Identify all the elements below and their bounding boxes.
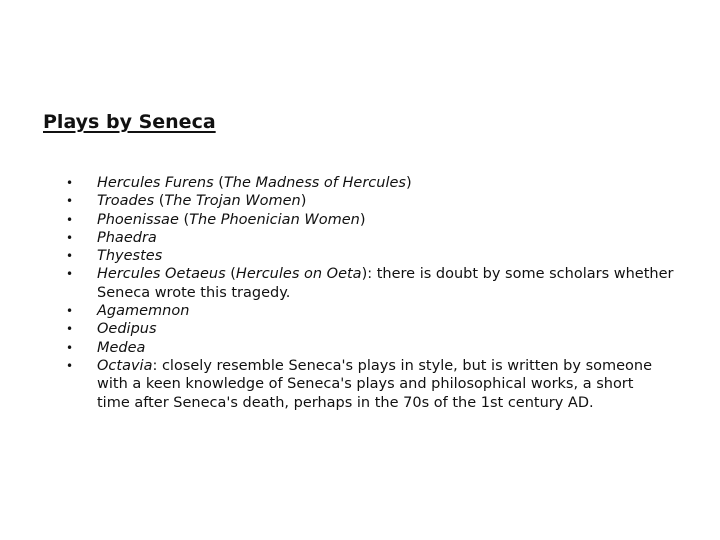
bullet-icon: • <box>66 212 74 227</box>
list-item <box>66 357 696 412</box>
bullet-icon: • <box>66 249 74 264</box>
play-note-continued: time after Seneca's death, perhaps in the 70s of the 1st century AD. <box>97 394 594 411</box>
list-item <box>66 339 696 357</box>
play-title: Hercules Oetaeus <box>97 266 226 283</box>
bullet-icon: • <box>66 194 74 209</box>
list-item <box>66 174 696 192</box>
play-title: Octavia <box>97 357 153 374</box>
play-title: Oedipus <box>97 321 157 338</box>
list-item <box>66 229 696 247</box>
bullet-icon: • <box>66 267 74 282</box>
list-item <box>66 211 696 229</box>
play-title: Phoenissae <box>97 211 179 228</box>
play-line <box>97 357 696 375</box>
play-translation: The Madness of Hercules <box>223 175 406 191</box>
plays-list <box>66 174 696 412</box>
play-note-continued: with a keen knowledge of Seneca's plays and philosophical works, a short <box>97 376 634 393</box>
list-item <box>66 192 696 210</box>
play-translation: The Trojan Women <box>164 193 301 210</box>
bullet-icon: • <box>66 340 74 355</box>
play-note-continued: Seneca wrote this tragedy. <box>97 284 291 301</box>
play-note: : there is doubt by some scholars whether <box>367 266 674 283</box>
list-item <box>66 302 696 320</box>
list-item <box>66 265 696 302</box>
play-translation: Hercules on Oeta <box>235 266 362 283</box>
play-title: Troades <box>97 193 155 210</box>
page-title: Plays by Seneca <box>43 111 216 133</box>
paren-open: ( <box>178 211 190 228</box>
play-line <box>97 265 696 283</box>
play-title: Agamemnon <box>97 303 190 320</box>
play-title: Hercules Furens <box>97 175 214 191</box>
play-title: Medea <box>97 339 146 356</box>
paren-open: ( <box>225 266 236 283</box>
paren-close: ) <box>300 193 307 210</box>
paren-open: ( <box>154 193 165 210</box>
play-note: : closely resemble Seneca's plays in style, but is written by someone <box>152 357 653 374</box>
paren-close: ) <box>405 175 412 191</box>
paren-close: ) <box>359 211 366 228</box>
play-translation: The Phoenician Women <box>189 211 360 228</box>
bullet-icon: • <box>66 304 74 319</box>
list-item <box>66 320 696 338</box>
play-title: Phaedra <box>97 229 157 246</box>
paren-open: ( <box>213 175 224 191</box>
bullet-icon: • <box>66 176 74 190</box>
bullet-icon: • <box>66 230 74 245</box>
bullet-icon: • <box>66 358 74 373</box>
list-item <box>66 247 696 265</box>
paren-close: ) <box>361 266 368 283</box>
play-title: Thyestes <box>97 248 163 265</box>
bullet-icon: • <box>66 322 74 337</box>
